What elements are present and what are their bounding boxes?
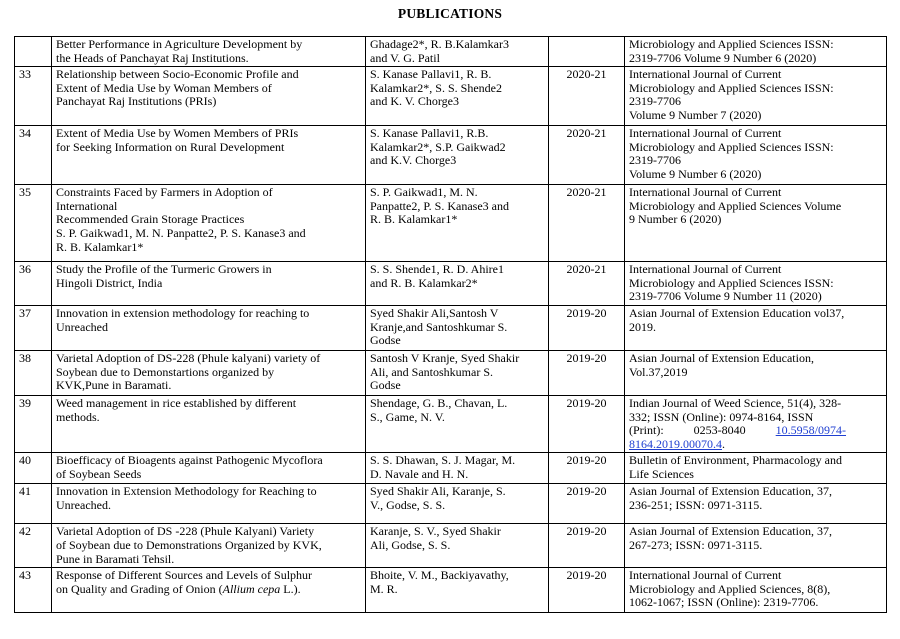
publication-authors-line: S. Kanase Pallavi1, R.B. (370, 126, 489, 141)
publication-year: 2019-20 (549, 350, 625, 395)
serial-number: 36 (15, 262, 52, 306)
journal-details-line: 1062-1067; ISSN (Online): 2319-7706. (629, 595, 819, 610)
serial-number: 37 (15, 305, 52, 350)
journal-details (625, 350, 887, 395)
journal-details-line: 2319-7706 (629, 94, 681, 109)
journal-details-line: Asian Journal of Extension Education, 37, (629, 524, 832, 539)
publication-title-line: Innovation in Extension Methodology for Reaching to (56, 484, 317, 499)
publication-title-line: of Soybean Seeds (56, 466, 142, 481)
publication-authors-line: S. Kanase Pallavi1, R. B. (370, 67, 492, 82)
publication-title (52, 453, 366, 484)
publication-title (52, 37, 366, 67)
publication-authors-line: Godse (370, 333, 401, 348)
publication-title-line: Extent of Media Use by Woman Members of (56, 80, 272, 95)
table-row (15, 395, 887, 452)
table-row (15, 67, 887, 126)
serial-number: 43 (15, 568, 52, 613)
journal-details-line: Microbiology and Applied Sciences ISSN: (629, 37, 834, 51)
publication-title-line: Unreached. (56, 497, 111, 512)
doi-link[interactable]: 10.5958/0974- (775, 423, 847, 438)
table-row (15, 350, 887, 395)
publication-authors-line: S. P. Gaikwad1, M. N. (370, 185, 478, 200)
publication-title-line: Hingoli District, India (56, 275, 163, 290)
journal-details (625, 484, 887, 524)
publication-authors (366, 484, 549, 524)
serial-number: 38 (15, 350, 52, 395)
species-name: Allium cepa (222, 581, 281, 596)
publication-title (52, 350, 366, 395)
journal-details (625, 262, 887, 306)
journal-details (625, 524, 887, 568)
publication-title-line: KVK,Pune in Baramati. (56, 378, 172, 393)
table-row (15, 484, 887, 524)
publication-title-line: for Seeking Information on Rural Development (56, 139, 285, 154)
table-row (15, 185, 887, 262)
serial-number: 42 (15, 524, 52, 568)
publication-year: 2019-20 (549, 524, 625, 568)
journal-details (625, 568, 887, 613)
journal-details-line: International Journal of Current (629, 262, 782, 277)
journal-details-line: Asian Journal of Extension Education, 37, (629, 484, 832, 499)
publication-authors-line: Shendage, G. B., Chavan, L. (370, 395, 508, 410)
publication-authors-line: Ali, Godse, S. S. (370, 537, 451, 552)
publication-authors (366, 305, 549, 350)
publication-authors (366, 262, 549, 306)
journal-details-line: 2319-7706 (629, 153, 681, 168)
publication-title (52, 185, 366, 262)
doi-link[interactable]: 8164.2019.00070.4 (629, 436, 722, 451)
publication-title (52, 67, 366, 126)
publication-authors-line: Ghadage2*, R. B.Kalamkar3 (370, 37, 509, 51)
publication-title (52, 126, 366, 185)
publication-year: 2019-20 (549, 568, 625, 613)
publication-title-line: Panchayat Raj Institutions (PRIs) (56, 94, 217, 109)
journal-details-line: International Journal of Current (629, 185, 782, 200)
publications-table-body (15, 37, 887, 613)
journal-details (625, 395, 887, 452)
journal-details (625, 37, 887, 67)
journal-details-line: Microbiology and Applied Sciences, 8(8), (629, 581, 831, 596)
publication-authors-line: S., Game, N. V. (370, 409, 445, 424)
publication-authors (366, 395, 549, 452)
publication-authors-line: S. S. Dhawan, S. J. Magar, M. (370, 453, 516, 468)
publication-title-line: of Soybean due to Demonstrations Organized by KVK, (56, 537, 322, 552)
publication-title-line: Relationship between Socio-Economic Profile and (56, 67, 299, 82)
serial-number: 34 (15, 126, 52, 185)
publication-title (52, 524, 366, 568)
table-row (15, 126, 887, 185)
publication-title-line: Response of Different Sources and Levels of Sulphur (56, 568, 313, 583)
journal-details (625, 185, 887, 262)
journal-details-line: Microbiology and Applied Sciences ISSN: (629, 80, 834, 95)
journal-details-line: Life Sciences (629, 466, 694, 481)
table-row (15, 568, 887, 613)
serial-number (15, 37, 52, 67)
publication-authors-line: and K. V. Chorge3 (370, 94, 460, 109)
table-row (15, 305, 887, 350)
publication-authors-line: and R. B. Kalamkar2* (370, 275, 478, 290)
publication-title-line: R. B. Kalamkar1* (56, 239, 144, 254)
journal-details-line: Microbiology and Applied Sciences ISSN: (629, 139, 834, 154)
journal-details (625, 305, 887, 350)
publication-title (52, 305, 366, 350)
publication-authors (366, 453, 549, 484)
journal-details-line: Volume 9 Number 6 (2020) (629, 166, 762, 181)
publication-authors-line: M. R. (370, 581, 398, 596)
publication-authors-line: R. B. Kalamkar1* (370, 212, 458, 227)
publication-authors (366, 350, 549, 395)
publication-authors-line: Godse (370, 378, 401, 393)
serial-number: 35 (15, 185, 52, 262)
journal-details-line: Microbiology and Applied Sciences Volume (629, 198, 842, 213)
publication-title (52, 395, 366, 452)
publication-authors (366, 126, 549, 185)
publication-title-line: Extent of Media Use by Women Members of PRIs (56, 126, 299, 141)
journal-line: 332; ISSN (Online): 0974-8164, ISSN (629, 409, 814, 424)
publication-authors (366, 37, 549, 67)
journal-details-line: 9 Number 6 (2020) (629, 212, 722, 227)
journal-details-line: Asian Journal of Extension Education, (629, 350, 814, 365)
journal-details-line: 2319-7706 Volume 9 Number 11 (2020) (629, 289, 822, 304)
publication-authors-line: Karanje, S. V., Syed Shakir (370, 524, 501, 539)
journal-details (625, 453, 887, 484)
publication-authors-line: Syed Shakir Ali, Karanje, S. (370, 484, 506, 499)
publication-year: 2019-20 (549, 453, 625, 484)
publication-authors-line: S. S. Shende1, R. D. Ahire1 (370, 262, 505, 277)
publication-authors (366, 185, 549, 262)
publication-authors (366, 67, 549, 126)
journal-details (625, 67, 887, 126)
table-row (15, 37, 887, 67)
publication-authors-line: Bhoite, V. M., Backiyavathy, (370, 568, 509, 583)
publication-title-line: Recommended Grain Storage Practices (56, 212, 245, 227)
journal-details-line: 2019. (629, 319, 656, 334)
publication-title-line: on Quality and Grading of Onion (Allium cepa L.). (56, 581, 301, 596)
publication-title-line: Bioefficacy of Bioagents against Pathogenic Mycoflora (56, 453, 323, 468)
table-row (15, 524, 887, 568)
journal-details-line: Vol.37,2019 (629, 364, 688, 379)
journal-details-line: International Journal of Current (629, 568, 782, 583)
journal-details (625, 126, 887, 185)
publication-authors-line: and V. G. Patil (370, 50, 440, 65)
page-heading: PUBLICATIONS (397, 6, 503, 21)
publication-year: 2019-20 (549, 484, 625, 524)
publication-title-line: Weed management in rice established by different (56, 395, 297, 410)
journal-line: Indian Journal of Weed Science, 51(4), 328- (629, 395, 842, 410)
publication-authors-line: Kalamkar2*, S. S. Shende2 (370, 80, 502, 95)
journal-details-line: Asian Journal of Extension Education vol37, (629, 305, 845, 320)
serial-number: 39 (15, 395, 52, 452)
publication-title-line: Better Performance in Agriculture Development by (56, 37, 303, 51)
publication-title-line: International (56, 198, 118, 213)
publication-authors-line: V., Godse, S. S. (370, 497, 446, 512)
journal-details-line: 236-251; ISSN: 0971-3115. (629, 497, 763, 512)
journal-details-line: Bulletin of Environment, Pharmacology and (629, 453, 842, 468)
publication-year (549, 37, 625, 67)
journal-line: (Print): 0253-8040 10.5958/0974- (629, 423, 847, 438)
publication-authors-line: and K.V. Chorge3 (370, 153, 457, 168)
publication-year: 2020-21 (549, 126, 625, 185)
publication-title-line: Varietal Adoption of DS -228 (Phule Kalyani) Variety (56, 524, 315, 539)
table-row (15, 453, 887, 484)
publication-title-line: the Heads of Panchayat Raj Institutions. (56, 50, 249, 65)
publication-title-line: Soybean due to Demonstartions organized by (56, 364, 275, 379)
publication-title-line: Constraints Faced by Farmers in Adoption of (56, 185, 273, 200)
publication-authors-line: Kranje,and Santoshkumar S. (370, 319, 508, 334)
publication-authors-line: Kalamkar2*, S.P. Gaikwad2 (370, 139, 506, 154)
publication-authors-line: Ali, and Santoshkumar S. (370, 364, 493, 379)
journal-details-line: Microbiology and Applied Sciences ISSN: (629, 275, 834, 290)
publications-table (14, 36, 887, 613)
journal-details-line: Volume 9 Number 7 (2020) (629, 107, 762, 122)
publication-authors (366, 524, 549, 568)
publication-authors-line: Panpatte2, P. S. Kanase3 and (370, 198, 509, 213)
journal-details-line: 2319-7706 Volume 9 Number 6 (2020) (629, 50, 817, 65)
publication-title-line: methods. (56, 409, 100, 424)
journal-line: 8164.2019.00070.4. (629, 436, 725, 451)
publication-authors-line: D. Navale and H. N. (370, 466, 469, 481)
publication-title-line: Pune in Baramati Tehsil. (56, 551, 175, 566)
journal-details-line: International Journal of Current (629, 67, 782, 82)
publication-authors (366, 568, 549, 613)
publication-year: 2020-21 (549, 185, 625, 262)
publication-title-line: Unreached (56, 319, 108, 334)
publication-year: 2020-21 (549, 262, 625, 306)
publication-title-line: Varietal Adoption of DS-228 (Phule kalyani) variety of (56, 350, 321, 365)
publication-year: 2019-20 (549, 305, 625, 350)
serial-number: 33 (15, 67, 52, 126)
publication-title-line: Innovation in extension methodology for reaching to (56, 305, 310, 320)
publication-year: 2020-21 (549, 67, 625, 126)
publication-title (52, 568, 366, 613)
publication-year: 2019-20 (549, 395, 625, 452)
publication-title (52, 484, 366, 524)
publication-title-line: Study the Profile of the Turmeric Growers in (56, 262, 272, 277)
publication-authors-line: Syed Shakir Ali,Santosh V (370, 305, 499, 320)
publication-title (52, 262, 366, 306)
journal-details-line: International Journal of Current (629, 126, 782, 141)
publication-authors-line: Santosh V Kranje, Syed Shakir (370, 350, 520, 365)
journal-details-line: 267-273; ISSN: 0971-3115. (629, 537, 763, 552)
publication-title-line: S. P. Gaikwad1, M. N. Panpatte2, P. S. Kanase3 and (56, 225, 306, 240)
table-row (15, 262, 887, 306)
serial-number: 41 (15, 484, 52, 524)
serial-number: 40 (15, 453, 52, 484)
